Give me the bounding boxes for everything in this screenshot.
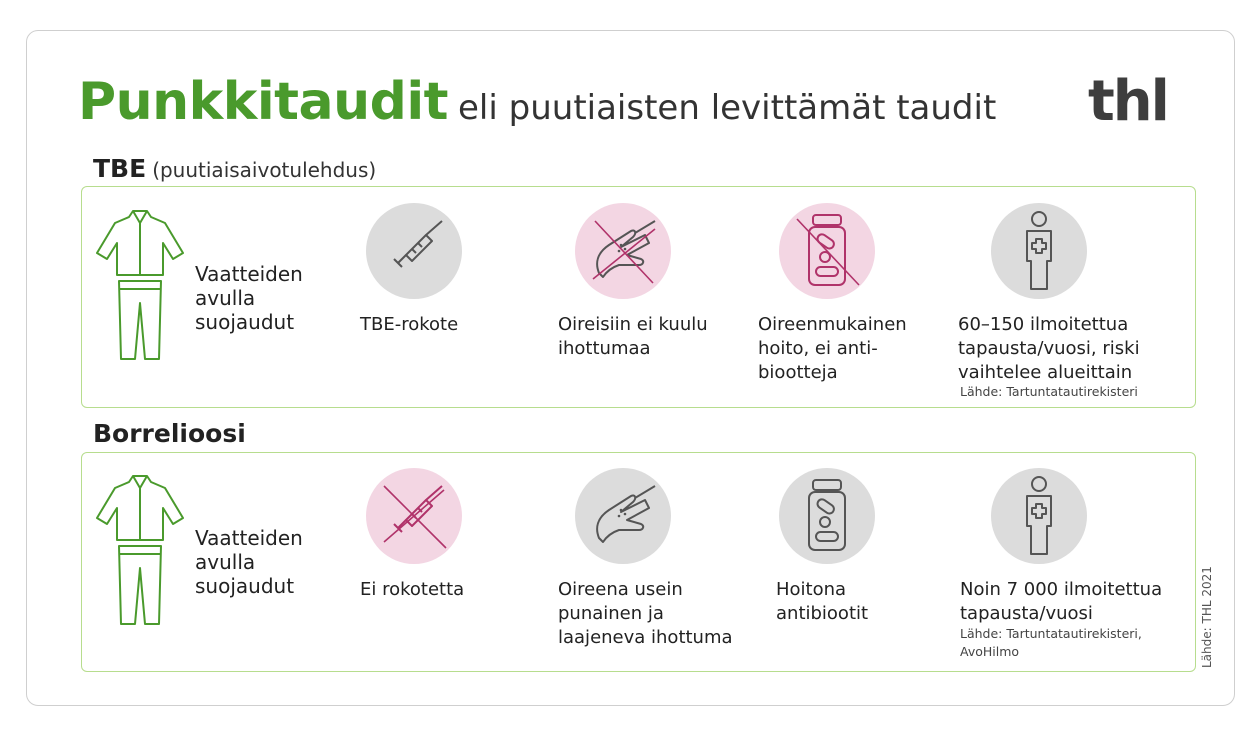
tbe-treatment-text: Oireenmukainen hoito, ei anti- biootteja — [758, 314, 907, 383]
pill-bottle-icon — [779, 468, 875, 564]
hand-rash-icon — [575, 468, 671, 564]
tbe-rash-text: Oireisiin ei kuulu ihottumaa — [558, 314, 708, 359]
borrelia-treatment-circle — [779, 468, 875, 564]
borrelia-source: Lähde: Tartuntatautirekisteri, AvoHilmo — [960, 626, 1142, 659]
title-main: Punkkitaudit — [78, 72, 449, 132]
hand-rash-icon — [575, 203, 671, 299]
borrelia-vaccine-circle — [366, 468, 462, 564]
side-source-note: Lähde: THL 2021 — [1200, 566, 1214, 668]
tbe-heading: TBE (puutiaisaivotulehdus) — [93, 154, 377, 183]
borrelia-heading: Borrelioosi — [93, 419, 246, 448]
page-title — [78, 72, 997, 132]
thl-logo: thl — [1088, 69, 1168, 134]
borrelia-cases-text: Noin 7 000 ilmoitettua tapausta/vuosi — [960, 579, 1163, 624]
tbe-treatment-circle — [779, 203, 875, 299]
clothes-icon — [95, 203, 185, 361]
clothes-icon — [95, 468, 185, 626]
borrelia-rash-circle — [575, 468, 671, 564]
borrelia-vaccine-text: Ei rokotetta — [360, 579, 465, 600]
borrelia-rash-text: Oireena usein punainen ja laajeneva ihottuma — [558, 579, 733, 648]
tbe-source: Lähde: Tartuntatautirekisteri — [960, 384, 1138, 399]
syringe-icon — [366, 203, 462, 299]
tbe-cases-circle — [991, 203, 1087, 299]
tbe-vaccine-text: TBE-rokote — [360, 314, 459, 335]
tbe-rash-circle — [575, 203, 671, 299]
title-sub: eli puutiaisten levittämät taudit — [458, 88, 997, 128]
borrelia-treatment-text: Hoitona antibiootit — [776, 579, 869, 624]
tbe-cases-text: 60–150 ilmoitettua tapausta/vuosi, riski vaihtelee alueittain — [958, 314, 1140, 383]
tbe-protect-text: Vaatteiden avulla suojaudut — [195, 262, 303, 334]
person-icon — [991, 203, 1087, 299]
pill-bottle-icon — [779, 203, 875, 299]
person-icon — [991, 468, 1087, 564]
syringe-icon — [366, 468, 462, 564]
borrelia-protect-text: Vaatteiden avulla suojaudut — [195, 526, 303, 598]
borrelia-cases-circle — [991, 468, 1087, 564]
tbe-vaccine-circle — [366, 203, 462, 299]
